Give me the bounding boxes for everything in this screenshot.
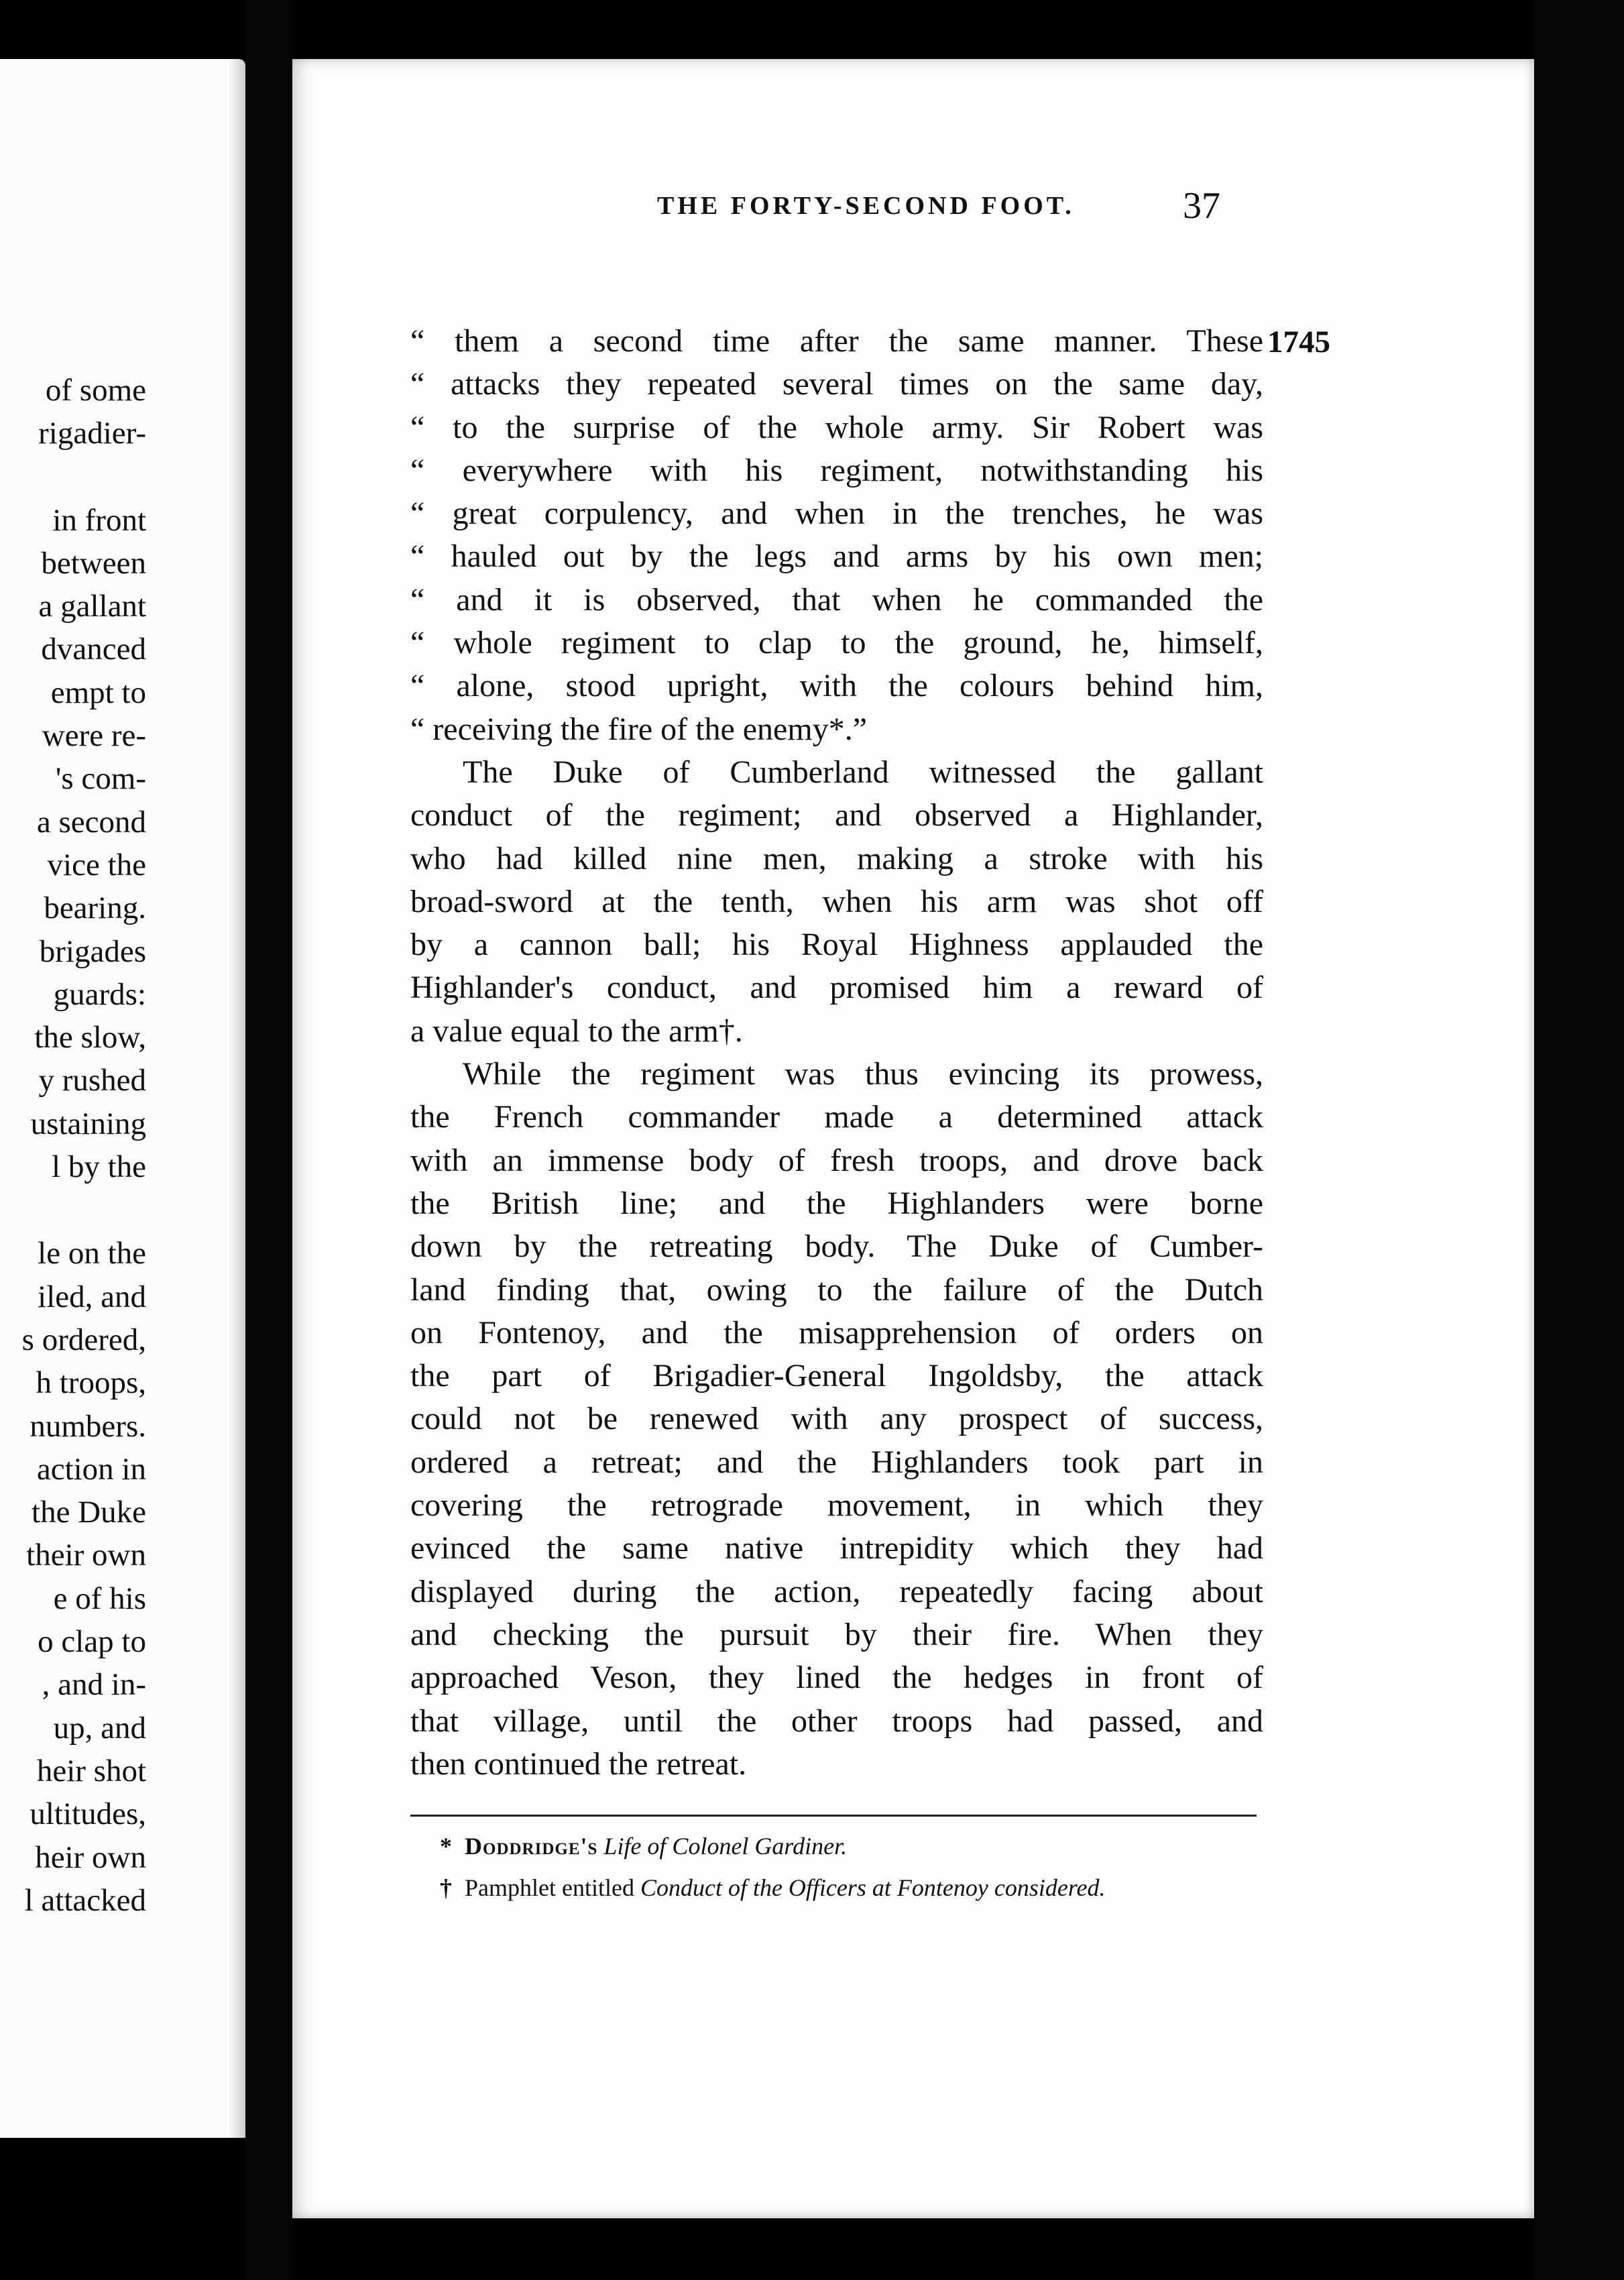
running-title: THE FORTY-SECOND FOOT.: [657, 192, 1075, 220]
left-line: le on the: [38, 1236, 146, 1271]
left-line: heir own: [35, 1839, 146, 1875]
page-number: 37: [1183, 185, 1220, 227]
text-line: ordered a retreat; and the Highlanders took part in: [410, 1444, 1263, 1480]
footnote-2: [440, 1867, 1265, 1908]
left-line: y rushed: [38, 1063, 146, 1098]
text-line: and checking the pursuit by their fire. When they: [410, 1616, 1263, 1652]
text-line: then continued the retreat.: [410, 1746, 747, 1782]
footnote-mark: *: [440, 1833, 452, 1860]
text-line: down by the retreating body. The Duke of Cumber-: [410, 1229, 1263, 1265]
footnotes: [440, 1825, 1265, 1908]
page-edge-background: [1534, 0, 1624, 2280]
left-line: the Duke: [32, 1495, 146, 1530]
text-line: approached Veson, they lined the hedges in front of: [410, 1660, 1263, 1696]
margin-year: 1745: [1267, 325, 1330, 359]
text-line: “ hauled out by the legs and arms by his own men;: [410, 538, 1263, 575]
left-line: numbers.: [30, 1408, 146, 1444]
text-line: who had killed nine men, making a stroke with his: [410, 840, 1263, 876]
left-line: 's com-: [55, 761, 146, 797]
left-line: their own: [26, 1538, 146, 1573]
left-line: , and in-: [42, 1667, 146, 1703]
left-line: empt to: [50, 675, 146, 710]
left-line: l by the: [52, 1149, 146, 1185]
footnote-mark: †: [440, 1874, 452, 1901]
footnote-1: [440, 1825, 1265, 1867]
footnote-author: Doddridge's: [465, 1833, 598, 1860]
left-page-text: [22, 369, 146, 1922]
left-line: brigades: [39, 933, 146, 969]
text-line-paragraph-start: While the regiment was thus evincing its prowess,: [463, 1056, 1263, 1092]
text-line: a value equal to the arm†.: [410, 1013, 743, 1049]
left-line-blank: [22, 1188, 146, 1232]
left-line: action in: [36, 1451, 146, 1487]
running-head: [329, 182, 1261, 229]
text-line: the French commander made a determined attack: [410, 1099, 1263, 1135]
text-line: Highlander's conduct, and promised him a reward of: [410, 970, 1263, 1006]
text-line: could not be renewed with any prospect of success,: [410, 1401, 1263, 1437]
left-line: a second: [36, 804, 146, 840]
left-line: ustaining: [30, 1106, 146, 1141]
text-line: by a cannon ball; his Royal Highness applauded the: [410, 927, 1263, 963]
text-line: “ them a second time after the same manner. These: [410, 323, 1263, 359]
footnote-prefix: Pamphlet entitled: [465, 1874, 634, 1901]
text-line: the British line; and the Highlanders were borne: [410, 1185, 1263, 1221]
left-line: a gallant: [38, 589, 146, 624]
text-line: “ and it is observed, that when he commanded the: [410, 581, 1263, 618]
text-line: “ great corpulency, and when in the trenches, he was: [410, 496, 1263, 532]
text-line: “ receiving the fire of the enemy*.”: [410, 711, 867, 747]
body-text: [410, 320, 1263, 1786]
left-line: heir shot: [36, 1753, 146, 1788]
left-line: dvanced: [41, 632, 146, 667]
left-line: the slow,: [34, 1020, 146, 1056]
page-fold-shadow: [228, 59, 245, 2138]
left-line: e of his: [53, 1581, 146, 1616]
text-line: “ everywhere with his regiment, notwithstanding his: [410, 452, 1263, 488]
left-line: between: [41, 545, 146, 581]
left-line: l attacked: [24, 1882, 146, 1918]
left-page-fragment: [0, 59, 245, 2138]
text-line: “ attacks they repeated several times on the same day,: [410, 366, 1263, 402]
left-line: of some: [45, 373, 146, 408]
left-line: in front: [52, 502, 146, 538]
text-line: the part of Brigadier-General Ingoldsby, the attack: [410, 1358, 1263, 1394]
text-line-paragraph-start: The Duke of Cumberland witnessed the gallant: [463, 754, 1263, 790]
text-line: “ to the surprise of the whole army. Sir Robert was: [410, 409, 1263, 445]
left-line: up, and: [53, 1710, 146, 1746]
text-line: “ alone, stood upright, with the colours behind him,: [410, 668, 1263, 704]
text-line: “ whole regiment to clap to the ground, he, himself,: [410, 625, 1263, 661]
text-line: displayed during the action, repeatedly facing about: [410, 1573, 1263, 1609]
left-line: were re-: [42, 718, 146, 754]
left-line: rigadier-: [38, 416, 146, 451]
footnote-title: Conduct of the Officers at Fontenoy considered.: [640, 1874, 1106, 1901]
text-line: conduct of the regiment; and observed a Highlander,: [410, 797, 1263, 834]
left-line: s ordered,: [21, 1322, 146, 1357]
text-line: on Fontenoy, and the misapprehension of orders on: [410, 1314, 1263, 1351]
left-line: o clap to: [38, 1624, 146, 1660]
left-line: vice the: [47, 847, 146, 882]
footnote-title: Life of Colonel Gardiner.: [603, 1833, 848, 1860]
text-line: evinced the same native intrepidity which they had: [410, 1530, 1263, 1566]
text-line: land finding that, owing to the failure of the Dutch: [410, 1271, 1263, 1308]
book-gutter: [245, 0, 292, 2280]
text-line: broad-sword at the tenth, when his arm was shot off: [410, 883, 1263, 919]
footnote-rule: [410, 1815, 1257, 1817]
text-line: covering the retrograde movement, in which they: [410, 1487, 1263, 1524]
left-line: guards:: [53, 976, 146, 1012]
left-line: ultitudes,: [30, 1797, 146, 1832]
text-line: with an immense body of fresh troops, and drove back: [410, 1142, 1263, 1178]
left-line: bearing.: [44, 891, 146, 926]
left-line: h troops,: [36, 1365, 146, 1401]
left-line-blank: [22, 455, 146, 499]
text-line: that village, until the other troops had passed, and: [410, 1703, 1263, 1739]
left-line: iled, and: [38, 1279, 146, 1314]
